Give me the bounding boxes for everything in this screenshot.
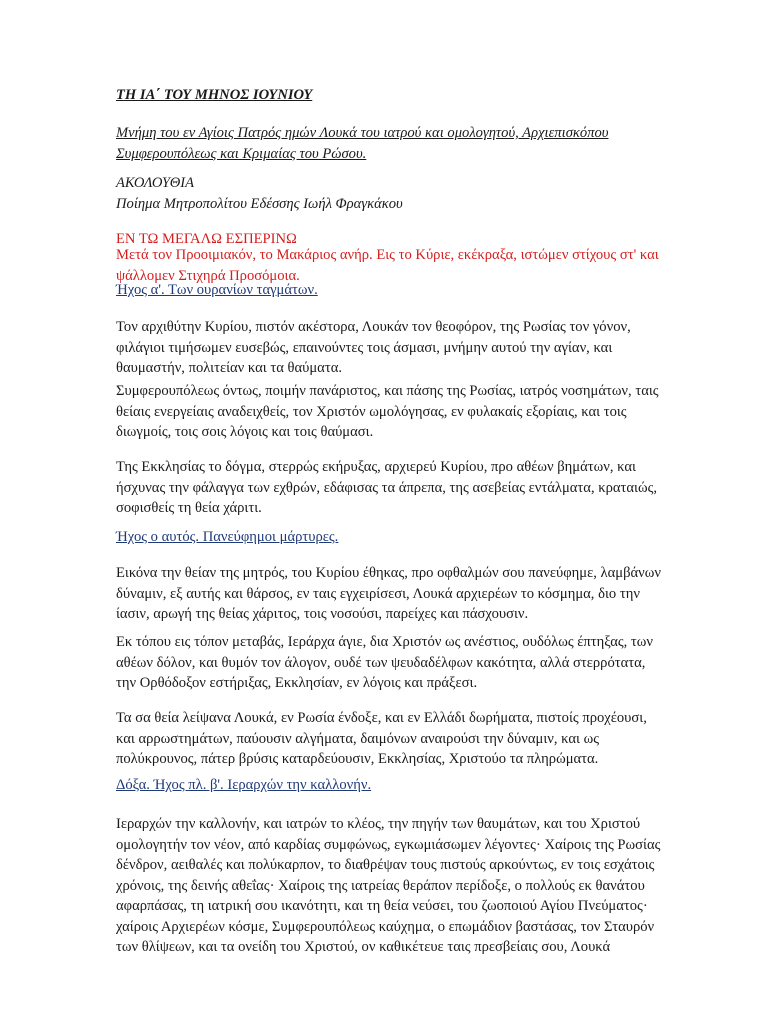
akolouthia-block [116,173,656,214]
text-line: Τον αρχιθύτην Κυρίου, πιστόν ακέστορα, Λουκάν τον θεοφόρον, της Ρωσίας τον γόνον, [116,319,631,335]
text-line: Εκ τόπου εις τόπον μεταβάς, Ιεράρχα άγιε, δια Χριστόν ως ανέστιος, ουδόλως έπτηξας, των [116,634,653,650]
text-line: χρόνοις, της δεινής αθεΐας· Χαίροις της ιατρείας θεράπον περίδοξε, ο πολλούς εκ θανάτου [116,877,645,894]
rubric-line: ψάλλομεν Στιχηρά Προσόμοια. [116,267,300,284]
text-line: θείαις ενεργείαις αναδειχθείς, τον Χριστόν ωμολόγησας, εν φυλακαίς εξορίαις, και τοις [116,403,627,420]
rubric-line: Μετά τον Προοιμιακόν, το Μακάριος ανήρ. Εις το Κύριε, εκέκραξα, ιστώμεν στίχους στ' και [116,247,659,263]
text-line: διωγμοίς, τοις σοις λόγοις και τοις θαύμασι. [116,424,374,440]
hymn-paragraph [116,632,656,694]
memory-line: Μνήμη του εν Αγίοις Πατρός ημών Λουκά του ιατρού και ομολογητού, Αρχιεπισκόπου [116,125,609,141]
echos-text: Ήχος ο αυτός. Πανεύφημοι μάρτυρες. [116,529,339,545]
hymn-paragraph [116,317,656,379]
echos-heading [116,280,656,301]
text-line: Της Εκκλησίας το δόγμα, στερρώς εκήρυξας, αρχιερεύ Κυρίου, προ αθέων βημάτων, και [116,459,636,475]
doxa-text: Δόξα. Ήχος πλ. β'. Ιεραρχών την καλλονήν. [116,777,372,793]
text-line: και αρρωστημάτων, παύουσιν αλγήματα, δαιμόνων αναιρούσι την δύναμιν, και ως [116,730,599,747]
text-line: ίασιν, αρωγή της θείας χάριτος, τοις νοσούσι, παρείχες και πάσχουσιν. [116,606,529,622]
text-line: των θλίψεων, και τα ονείδη του Χριστού, ον καθικέτευε ταις πρεσβείαις σου, Λουκά [116,939,611,955]
text-line: σοφισθείς τη θεία χάριτι. [116,500,262,516]
text-line: αφαρπάσας, τη ιατρική σου ικανότητι, και τη θεία νεύσει, του ζωοποιού Αγίου Πνεύματος· [116,898,648,914]
text-line: θαυμαστήν, πολιτείαν και τα θαύματα. [116,360,342,376]
hymn-paragraph [116,563,661,625]
vespers-heading: ΕΝ ΤΩ ΜΕΓΑΛΩ ΕΣΠΕΡΙΝΩ [116,231,297,247]
hymn-paragraph [116,381,659,443]
text-line: ήσχυνας την φάλαγγα των εχθρών, εδάφισας τα άπρεπα, της ασεβείας εντάλματα, κραταιώς, [116,479,657,496]
memory-description [116,123,656,164]
text-line: ομολογητήν τον νέον, από καρδίας συμφώνως, εγκωμιάσωμεν λέγοντες· Χαίροις της Ρωσίας [116,836,661,853]
text-line: Τα σα θεία λείψανα Λουκά, εν Ρωσία ένδοξε, και εν Ελλάδι δωρήματα, πιστοίς προχέουσι, [116,710,647,726]
text-line: δύναμιν, εξ αυτής και θάρσος, εν ταις εγχειρίσεσι, Λουκά αρχιερέων το κόσμημα, διο την [116,585,640,602]
text-line: δένδρον, αειθαλές και πολύκαρπον, το διαθρέψαν τους πιστούς αρκούντως, εν τοις εσχάτοις [116,857,655,873]
text-line: την Ορθόδοξον εστήριξας, Εκκλησίαν, εν λόγοις και πράξεσι. [116,675,478,691]
text-line: πολύκρουνος, πάτερ βρύσις καταρδεύουσιν, Εκκλησίας, Χριστούο τα πληρώματα. [116,751,599,767]
feast-title: ΤΗ ΙΑ΄ ΤΟΥ ΜΗΝΟΣ ΙΟΥΝΙΟΥ [116,87,313,103]
text-line: Εικόνα την θείαν της μητρός, του Κυρίου έθηκας, προ οφθαλμών σου πανεύφημε, λαμβάνων [116,565,661,581]
doxa-heading [116,775,656,796]
echos-heading [116,527,656,548]
author-line: Ποίημα Μητροπολίτου Εδέσσης Ιωήλ Φραγκάκου [116,195,403,212]
echos-text: Ήχος α'. Των ουρανίων ταγμάτων. [116,282,318,298]
text-line: αθέων δόλον, και θυμόν τον άλογον, ουδέ των ψευδαδέλφων κακότητα, αλλά στερρότατα, [116,654,646,671]
memory-line: Συμφερουπόλεως και Κριμαίας του Ρώσου. [116,145,367,162]
akolouthia-label: ΑΚΟΛΟΥΘΙΑ [116,175,195,191]
doxastikon-paragraph [116,814,661,958]
text-line: Ιεραρχών την καλλονήν, και ιατρών το κλέος, την πηγήν των θαυμάτων, και του Χριστού [116,816,641,832]
hymn-paragraph [116,457,656,519]
text-line: χαίροις Αρχιερέων κόσμε, Συμφερουπόλεως καύχημα, ο επωμάδιον βαστάσας, τον Σταυρόν [116,918,655,935]
hymn-paragraph [116,708,656,770]
text-line: Συμφερουπόλεως όντως, ποιμήν πανάριστος, και πάσης της Ρωσίας, ιατρός νοσημάτων, ταις [116,383,659,399]
text-line: φιλάγιοι τιμήσωμεν ευσεβώς, επαινούντες τοις άσμασι, μνήμην αυτού την αγίαν, και [116,339,613,356]
